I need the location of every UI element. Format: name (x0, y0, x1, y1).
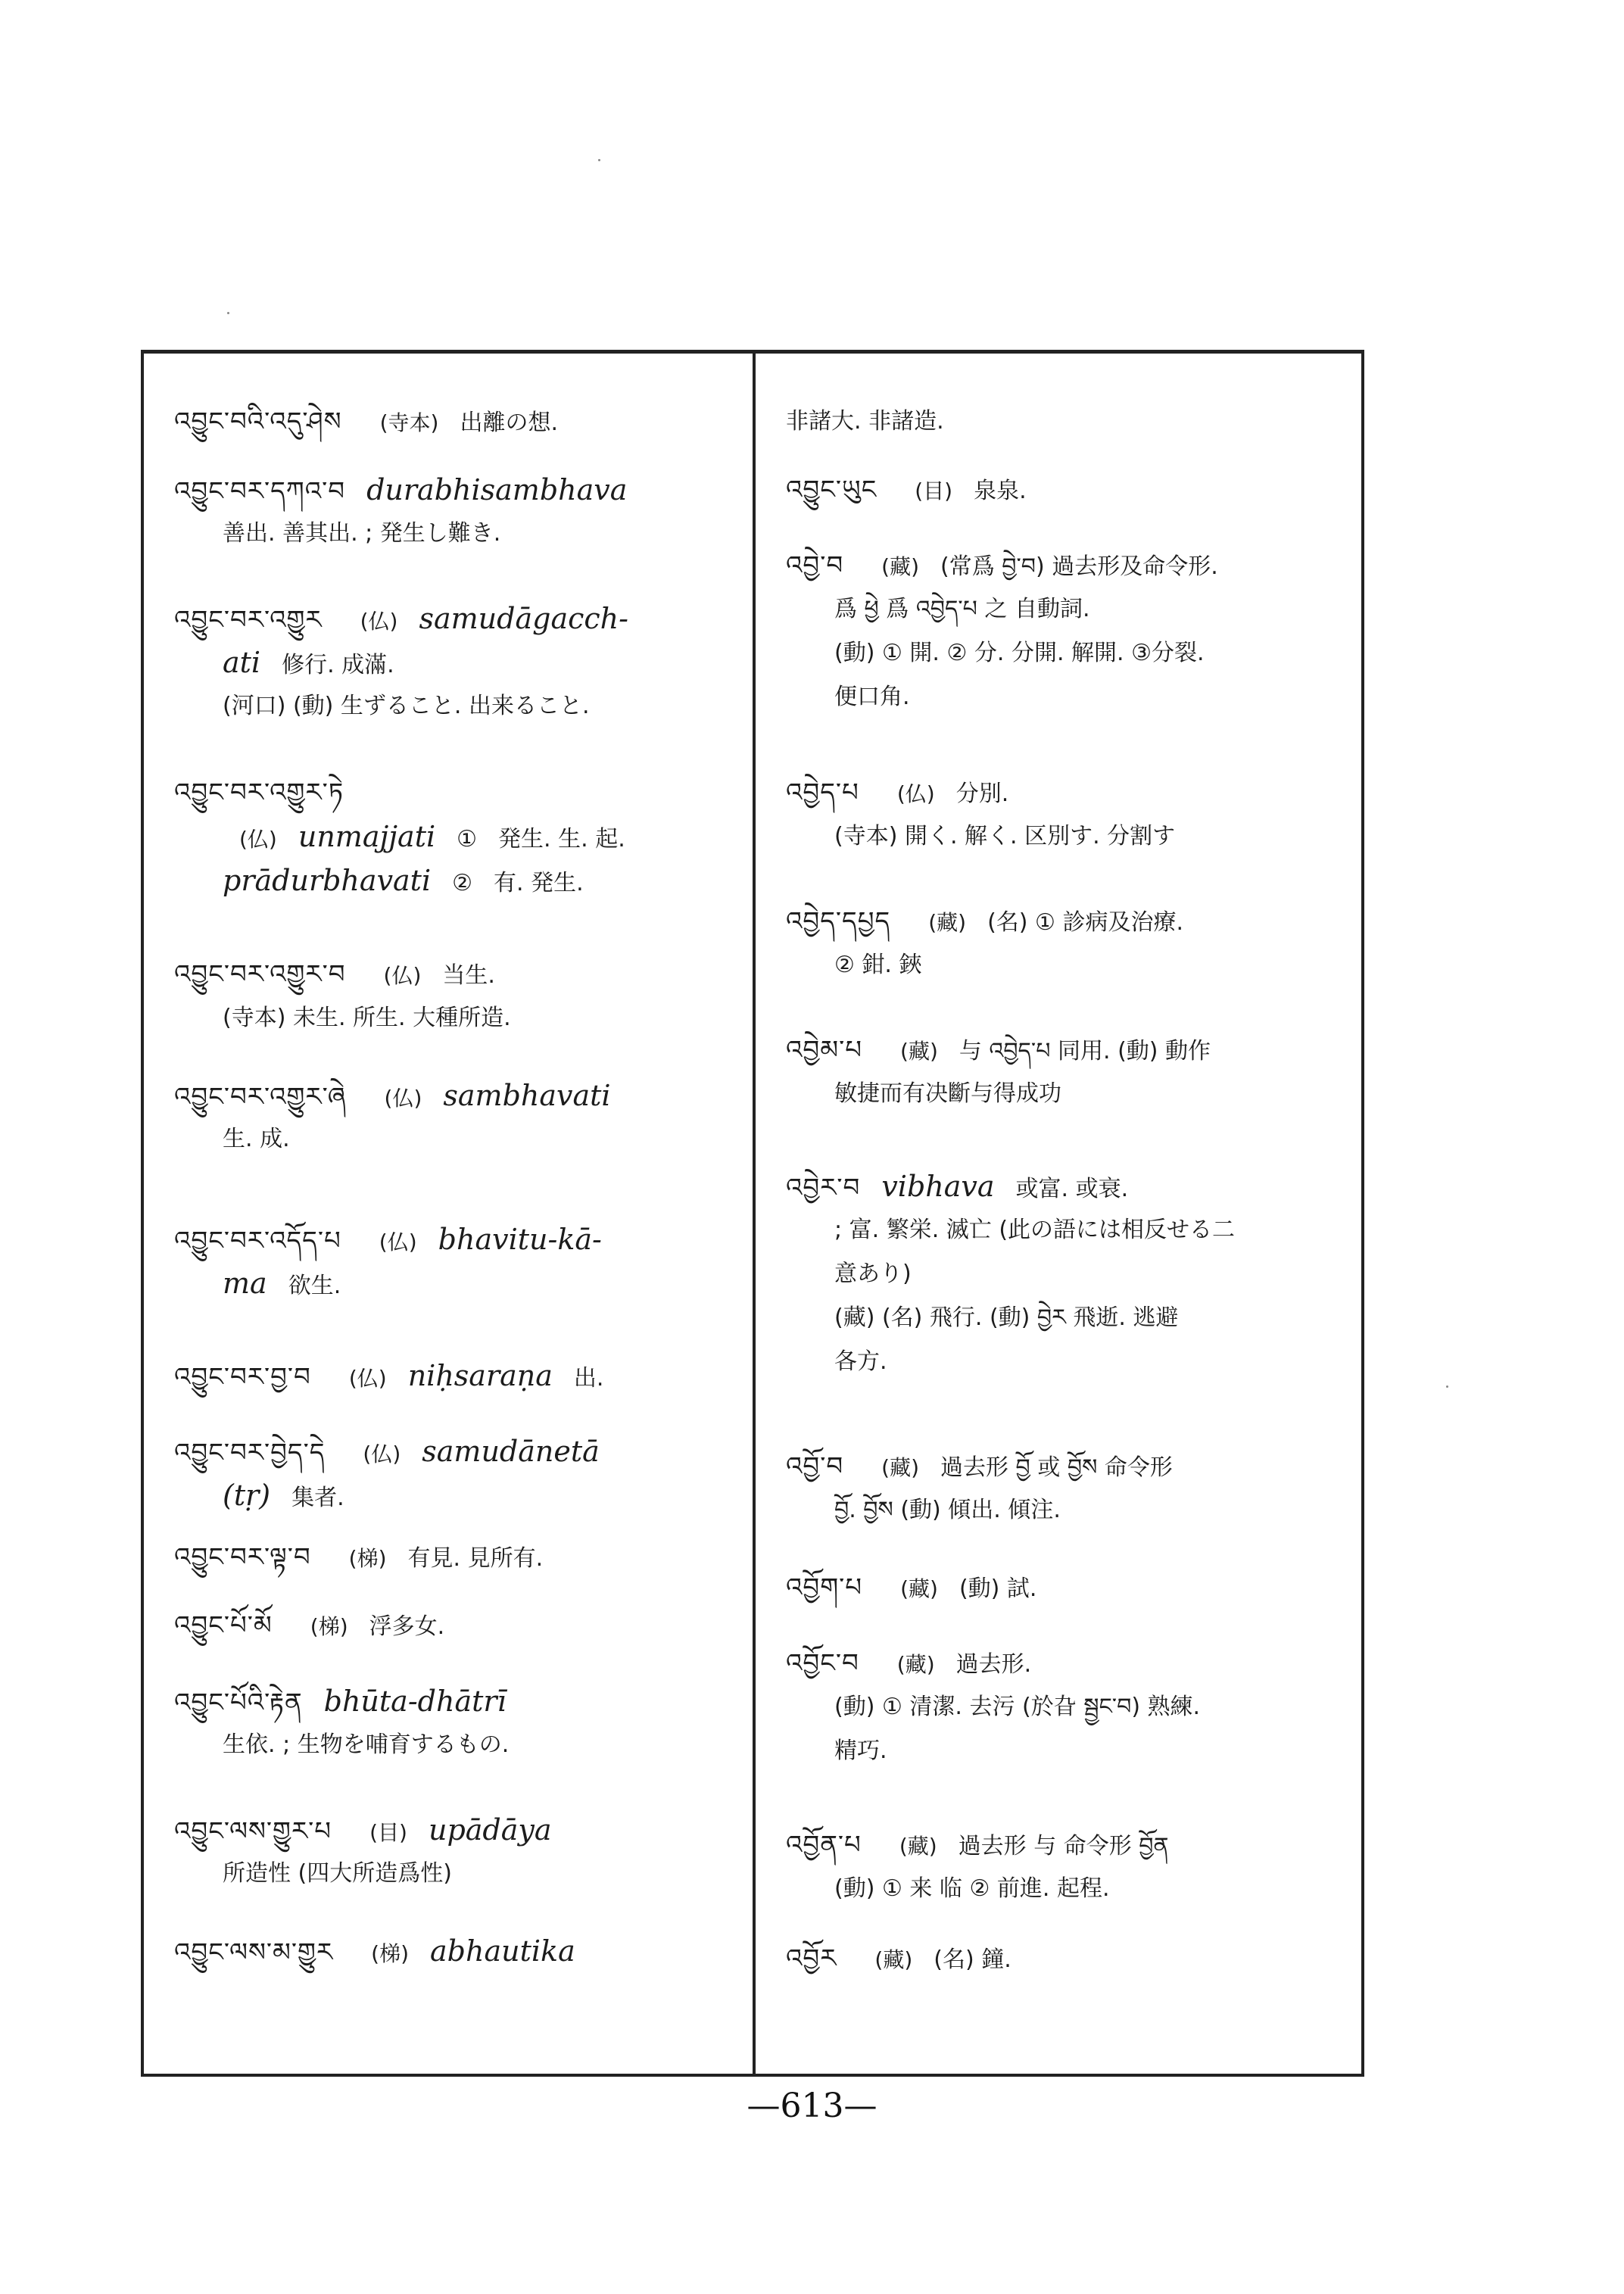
gloss-text: 当生. (442, 962, 495, 989)
gloss-text: 或富. 或衰. (1015, 1176, 1129, 1202)
source-tag: (仏) (384, 1086, 422, 1111)
gloss-text: 発生. 生. 起. (498, 826, 625, 852)
gloss-text: ① (457, 826, 478, 852)
entry-line (834, 1495, 1082, 1526)
gloss-text: (寺本) 未生. 所生. 大種所造. (223, 1005, 511, 1031)
sanskrit-equivalent: sambhavati (443, 1079, 611, 1112)
gloss-text: 所造性 (四大所造爲性) (223, 1860, 452, 1887)
headword: འབྱུང་བར་འགྱུར (174, 605, 323, 635)
source-tag: (目) (369, 1820, 407, 1845)
source-tag: (藏) (874, 1947, 913, 1972)
source-tag: (藏) (881, 1455, 920, 1480)
entry-line (786, 1171, 1149, 1205)
headword: འབྱེར་བ (786, 1173, 861, 1203)
entry-line (223, 1268, 362, 1301)
headword: འབྱོ་བ (786, 1451, 844, 1482)
source-tag: (目) (915, 478, 953, 503)
source-tag: (仏) (896, 781, 935, 806)
gloss-text: 集者. (291, 1485, 344, 1511)
entry-line (174, 1436, 621, 1470)
source-tag: (仏) (379, 1230, 417, 1255)
scan-speck (598, 159, 600, 161)
gloss-text: 生依. ; 生物を哺育するもの. (223, 1731, 510, 1758)
sanskrit-equivalent: durabhisambhava (366, 473, 628, 506)
entry-line (834, 682, 931, 712)
entry-line (223, 691, 611, 722)
sanskrit-equivalent: bhūta-dhātrī (323, 1685, 507, 1718)
headword: འབྱུང་བར་བྱེད་དེ (174, 1438, 326, 1468)
entry-line (174, 1686, 528, 1719)
gloss-text: 過去形. (955, 1651, 1032, 1678)
gloss-text: (名) 鐘. (934, 1946, 1011, 1973)
gloss-text: 精巧. (834, 1738, 887, 1764)
dictionary-page-frame (141, 350, 1364, 2077)
right-column (759, 354, 1361, 2074)
source-tag: (藏) (900, 1039, 938, 1064)
entry-line (174, 1224, 623, 1258)
entry-line (786, 1943, 1033, 1975)
gloss-text: 生. 成. (223, 1126, 290, 1152)
source-tag: (仏) (383, 963, 422, 988)
entry-line (786, 1648, 1052, 1680)
sanskrit-equivalent: unmajjati (298, 820, 436, 853)
page-number: —613— (747, 2087, 877, 2125)
sanskrit-equivalent: ati (223, 646, 261, 679)
gloss-text: 修行. 成滿. (282, 652, 394, 678)
headword: འབྱུང་ལས་གྱུར་པ (174, 1816, 332, 1847)
entry-line (174, 1080, 632, 1114)
sanskrit-equivalent: abhautika (430, 1934, 575, 1968)
headword: འབྱེད་དཔྱད (786, 906, 891, 937)
gloss-text: (名) ① 診病及治療. (987, 909, 1183, 936)
headword: འབྱུང་བར་དཀའ་བ (174, 476, 346, 506)
entry-line (223, 519, 522, 549)
gloss-text: (動) ① 開. ② 分. 分開. 解開. ③分裂. (834, 640, 1205, 666)
gloss-text: 便口角. (834, 684, 910, 710)
source-tag: (梯) (310, 1614, 348, 1639)
source-tag: (寺本) (379, 410, 439, 435)
gloss-text: 有. 発生. (494, 870, 584, 896)
entry-line (786, 407, 965, 437)
headword: འབྱེམ་པ (786, 1035, 863, 1065)
sanskrit-equivalent: samudāgacch- (419, 602, 628, 635)
gloss-text: (河口) (動) 生ずること. 出来ること. (223, 693, 590, 719)
entry-line (834, 1215, 1256, 1245)
gloss-text: 過去形 བྱོ 或 བྱོས 命令形 (940, 1454, 1173, 1481)
headword: འབྱུང་བར་འགྱུར་བ (174, 959, 346, 990)
gloss-text: 非諸大. 非諸造. (786, 408, 944, 435)
gloss-text: (寺本) 開く. 解く. 区別す. 分割す (834, 823, 1176, 849)
gloss-text: (動) ① 来 临 ② 前進. 起程. (834, 1875, 1110, 1902)
entry-line (786, 550, 1239, 582)
headword: འབྱེད་པ (786, 778, 859, 808)
gloss-text: 欲生. (288, 1273, 341, 1299)
sanskrit-equivalent: prādurbhavati (223, 864, 432, 897)
gloss-text: 泉泉. (974, 478, 1027, 504)
entry-line (174, 959, 516, 991)
entry-line (174, 1610, 466, 1642)
entry-line (786, 1572, 1058, 1604)
entry-line (834, 821, 1196, 852)
left-column (144, 354, 756, 2074)
source-tag: (梯) (371, 1941, 410, 1966)
entry-line (223, 647, 416, 681)
headword: འབྱོང་བ (786, 1648, 859, 1678)
gloss-text: ② (452, 870, 473, 896)
scan-speck (1446, 1385, 1448, 1388)
sanskrit-equivalent: (tṛ) (223, 1479, 271, 1512)
source-tag: (仏) (363, 1442, 401, 1466)
headword: འབྱོག་པ (786, 1572, 863, 1603)
gloss-text: (常爲 བྱེ་བ) 過去形及命令形. (940, 553, 1218, 580)
sanskrit-equivalent: ma (223, 1267, 267, 1300)
gloss-text: (動) 試. (959, 1576, 1037, 1602)
entry-line (786, 475, 1048, 506)
entry-line (834, 1303, 1199, 1333)
entry-line (223, 1859, 473, 1889)
gloss-text: 善出. 善其出. ; 発生し難き. (223, 520, 501, 547)
headword: འབྱེ་བ (786, 550, 844, 581)
source-tag: (藏) (900, 1576, 938, 1601)
gloss-text: 敏捷而有决斷与得成功 (834, 1080, 1061, 1107)
headword: འབྱུང་བར་འདོད་པ (174, 1226, 341, 1256)
entry-line (834, 1874, 1131, 1904)
entry-line (174, 1361, 625, 1394)
gloss-text: 出離の想. (460, 410, 559, 436)
gloss-text: (動) ① 清潔. 去污 (於旮 སྦྱང་བ) 熟練. (834, 1694, 1201, 1720)
entry-line (834, 1259, 933, 1289)
sanskrit-equivalent: bhavitu-kā- (438, 1223, 602, 1256)
source-tag: (仏) (348, 1366, 387, 1391)
gloss-text: ② 鉗. 鋏 (834, 952, 922, 978)
gloss-text: ; 富. 繁栄. 滅亡 (此の語には相反せる二 (834, 1217, 1236, 1243)
entry-line (223, 1003, 532, 1033)
headword: འབྱུང་བར་བྱ་བ (174, 1362, 311, 1392)
headword: འབྱུང་པོའི་རྟེན (174, 1688, 303, 1718)
gloss-text: བྱོ. བྱོས (動) 傾出. 傾注. (834, 1497, 1061, 1523)
entry-line (786, 1830, 1190, 1862)
gloss-text: 浮多女. (369, 1613, 445, 1640)
entry-line (174, 407, 579, 438)
entry-line (223, 1730, 530, 1760)
entry-line (834, 1692, 1221, 1722)
entry-line (786, 906, 1205, 938)
gloss-text: 分別. (955, 781, 1009, 807)
entry-line (786, 778, 1030, 809)
entry-line (834, 1347, 909, 1377)
headword: འབྱུང་བར་ལྟ་བ (174, 1542, 311, 1572)
entry-line (834, 594, 1111, 625)
entry-line (223, 1480, 366, 1513)
headword: འབྱུང་བར་འགྱུར་ཞེ (174, 1082, 347, 1112)
gloss-text: 各方. (834, 1348, 887, 1375)
entry-line (174, 778, 365, 809)
headword: འབྱུང་ཡུང (786, 475, 877, 505)
headword: འབྱུང་ལས་མ་གྱུར (174, 1937, 334, 1968)
entry-line (834, 638, 1226, 669)
entry-line (786, 1035, 1232, 1067)
entry-line (174, 603, 650, 637)
entry-line (223, 865, 605, 899)
gloss-text: 意あり) (834, 1261, 912, 1287)
entry-line (174, 1815, 573, 1848)
entry-line (834, 950, 943, 980)
gloss-text: (藏) (名) 飛行. (動) བྱེར 飛逝. 逃避 (834, 1304, 1179, 1331)
entry-line (174, 1542, 564, 1574)
gloss-text: 過去形 与 命令形 བྱོན (958, 1833, 1169, 1859)
headword: འབྱུང་བར་འགྱུར་ཏེ (174, 778, 344, 808)
sanskrit-equivalent: vibhava (881, 1170, 995, 1203)
entry-line (786, 1451, 1194, 1483)
headword: འབྱོན་པ (786, 1830, 862, 1860)
gloss-text: 与 འབྱེད་པ 同用. (動) 動作 (959, 1038, 1211, 1064)
source-tag: (藏) (928, 910, 967, 935)
gloss-text: 有見. 見所有. (407, 1545, 544, 1572)
source-tag: (仏) (239, 827, 277, 852)
sanskrit-equivalent: niḥsaraṇa (407, 1359, 553, 1392)
sanskrit-equivalent: samudānetā (422, 1435, 600, 1468)
entry-line (834, 1079, 1083, 1109)
sanskrit-equivalent: upādāya (428, 1813, 552, 1847)
entry-line (223, 821, 647, 855)
source-tag: (仏) (360, 609, 398, 634)
headword: འབྱུང་པོ་མོ (174, 1610, 273, 1641)
headword: འབྱོར (786, 1943, 837, 1974)
scan-speck (227, 312, 229, 314)
entry-line (174, 1936, 597, 1969)
entry-line (834, 1736, 909, 1766)
source-tag: (梯) (348, 1546, 387, 1571)
source-tag: (藏) (899, 1834, 937, 1859)
source-tag: (藏) (896, 1652, 935, 1677)
headword: འབྱུང་བའི་འདུ་ཤེས (174, 407, 342, 437)
gloss-text: 爲 ཕྱེ 爲 འབྱེད་པ 之 自動詞. (834, 596, 1090, 622)
entry-line (223, 1124, 311, 1155)
source-tag: (藏) (881, 554, 920, 579)
gloss-text: 出. (573, 1365, 604, 1392)
entry-line (174, 475, 648, 508)
